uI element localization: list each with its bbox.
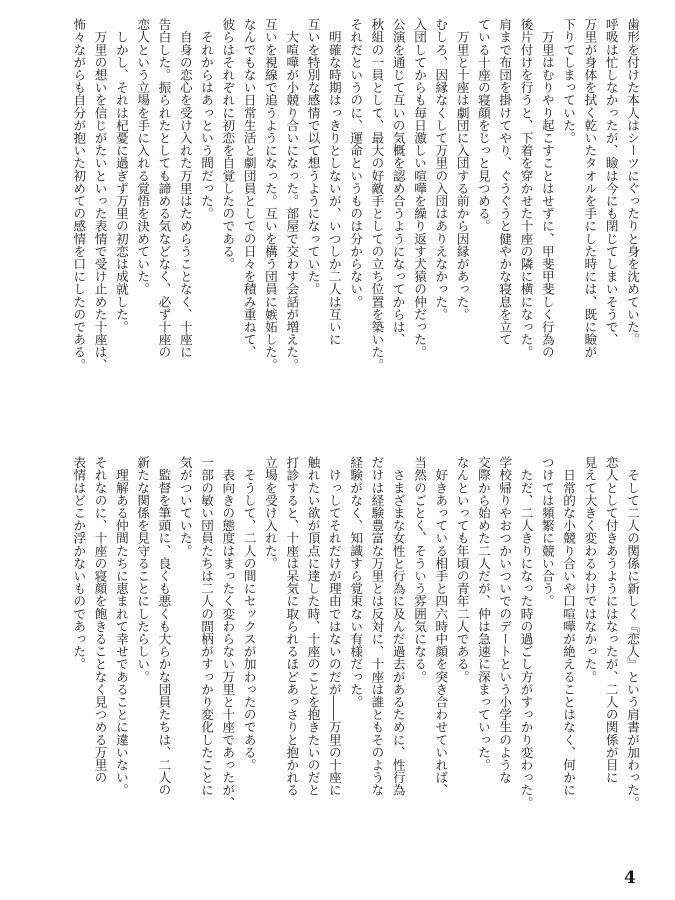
text-line: 立場を受け入れた。 <box>262 456 278 570</box>
upper-text-block <box>71 18 643 426</box>
text-line: 怖々ながらも自分が抱いた初めての感情を口にしたのである。 <box>71 18 87 371</box>
text-line: けっしてそれだけが理由ではないのだが――万里の十座に <box>326 456 342 797</box>
text-line: 万里はむりやり起こすことはせずに、甲斐甲斐しく行為の <box>539 18 555 359</box>
text-line: それだというのに、運命というものは分からない。 <box>348 18 364 308</box>
text-line: 万里の想いを信じがたいといった表情で受け止めた十座は、 <box>92 18 108 371</box>
text-line: 経験がなく、知識すら覚束ない有様だった。 <box>348 456 364 708</box>
text-line: 互いを特別な感情で以て想うようになっていた。 <box>305 18 321 296</box>
text-line: そうして、二人の間にセックスが加わったのである。 <box>241 456 257 771</box>
text-line: 自身の恋心を受け入れた万里はためらうことなく、十座に <box>177 18 193 359</box>
text-line: 表向きの態度はまったく変わらない万里と十座であったが、 <box>220 456 236 809</box>
text-line: 公演を通じて互いの気概を認め合うようになってからは、 <box>390 18 406 346</box>
lower-text-block <box>71 456 643 861</box>
text-line: 学校帰りやおつかいついでのデートという小学生のような <box>497 456 513 784</box>
text-line: 新たな関係を見守ることにしたらしい。 <box>135 456 151 683</box>
text-line: 一部の敏い団員たちは二人の間柄がすっかり変化したことに <box>199 456 215 797</box>
text-line: 見えて大きく変わるわけではなかった。 <box>582 456 598 683</box>
page-number: 4 <box>624 868 636 888</box>
text-line: そして二人の関係に新しく『恋人』という肩書が加わった。 <box>625 456 640 809</box>
text-line: 日常的な小競り合いや口喧嘩が絶えることはなく、何かに <box>561 456 577 797</box>
text-line: 歯形を付けた本人はシーツにぐったりと身を沈めていた。 <box>625 18 640 346</box>
text-line: 下りてしまっていた。 <box>561 18 577 144</box>
text-line: 恋人として付きあうようにはなったが、二人の関係が目に <box>603 456 619 784</box>
text-line: 明確な時期はっきりとしないが、いつしか二人は互いに <box>326 18 342 346</box>
text-line: 理解ある仲間たちに恵まれて幸せであることに違いない。 <box>113 456 129 797</box>
text-line: 彼らはそれぞれに初恋を自覚したのである。 <box>220 18 236 270</box>
text-line: 交際から始めた二人だが、仲は急速に深まっていった。 <box>475 456 491 771</box>
text-line: 当然のごとく、そういう雰囲気になる。 <box>412 456 428 683</box>
text-line: 後片付けを行うと、下着を穿かせた十座の隣に横になった。 <box>518 18 534 359</box>
text-line: それなのに、十座の寝顔を飽きることなく見つめる万里の <box>92 456 108 784</box>
text-line: むしろ、因縁なくして万里の入団はありえなかった。 <box>433 18 449 321</box>
text-line: 表情はどこか浮かないものであった。 <box>71 456 87 671</box>
text-line: なんでもない日常生活と劇団員としての日々を積み重ねて、 <box>241 18 257 359</box>
text-line: なんといっても年頃の青年二人である。 <box>454 456 470 683</box>
text-line: 触れたい欲が頂点に達した時、十座のことを抱きたいのだと <box>305 456 321 797</box>
text-line: ている十座の寝顔をじっと見つめる。 <box>475 18 491 233</box>
text-line: 告白した。振られたとしても諦める気などなく、必ず十座の <box>156 18 172 359</box>
text-line: 呼吸は忙しなかったが、瞼は今にも閉じてしまいそうで、 <box>603 18 619 346</box>
text-line: ただ、二人きりになった時の過ごし方がすっかり変わった。 <box>518 456 534 809</box>
text-line: つけては頻繁に競い合う。 <box>539 456 555 608</box>
text-line: 好きあっている相手と四六時中顔を突き合わせていれば、 <box>433 456 449 797</box>
text-line: 監督を筆頭に、良くも悪くも大らかな団員たちは、二人の <box>156 456 172 797</box>
text-line: 肩まで布団を掛けてやり、ぐうぐうと健やかな寝息を立て <box>497 18 513 346</box>
text-line: 気がついていた。 <box>177 456 193 557</box>
text-line: 恋人という立場を手に入れる覚悟を決めていた。 <box>135 18 151 296</box>
text-line: それからはあっという間だった。 <box>199 18 215 220</box>
text-line: さまざまな女性と行為に及んだ過去があるために、性行為 <box>390 456 406 797</box>
text-line: 入団してからも毎日激しい喧嘩を繰り返す犬猿の仲だった。 <box>412 18 428 359</box>
text-line: 万里が身体を拭く乾いたタオルを手にした時には、既に瞼が <box>582 18 598 359</box>
text-line: 打診すると、十座は呆気に取られるほどあっさりと抱かれる <box>284 456 300 797</box>
text-line: しかし、それは杞憂に過ぎず万里の初恋は成就した。 <box>113 18 129 333</box>
text-line: 互いを視線で追うようになった。互いを構う団員に嫉妬した。 <box>262 18 278 371</box>
text-line: 万里と十座は劇団に入団する前から因縁があった。 <box>454 18 470 321</box>
text-line: 大喧嘩が小競り合いになった。部屋で交わす会話が増えた。 <box>284 18 300 371</box>
text-line: だけは経験豊富な万里とは反対に、十座は誰ともそのような <box>369 456 385 797</box>
text-line: 秋組の一員として、最大の好敵手としての立ち位置を築いた。 <box>369 18 385 371</box>
